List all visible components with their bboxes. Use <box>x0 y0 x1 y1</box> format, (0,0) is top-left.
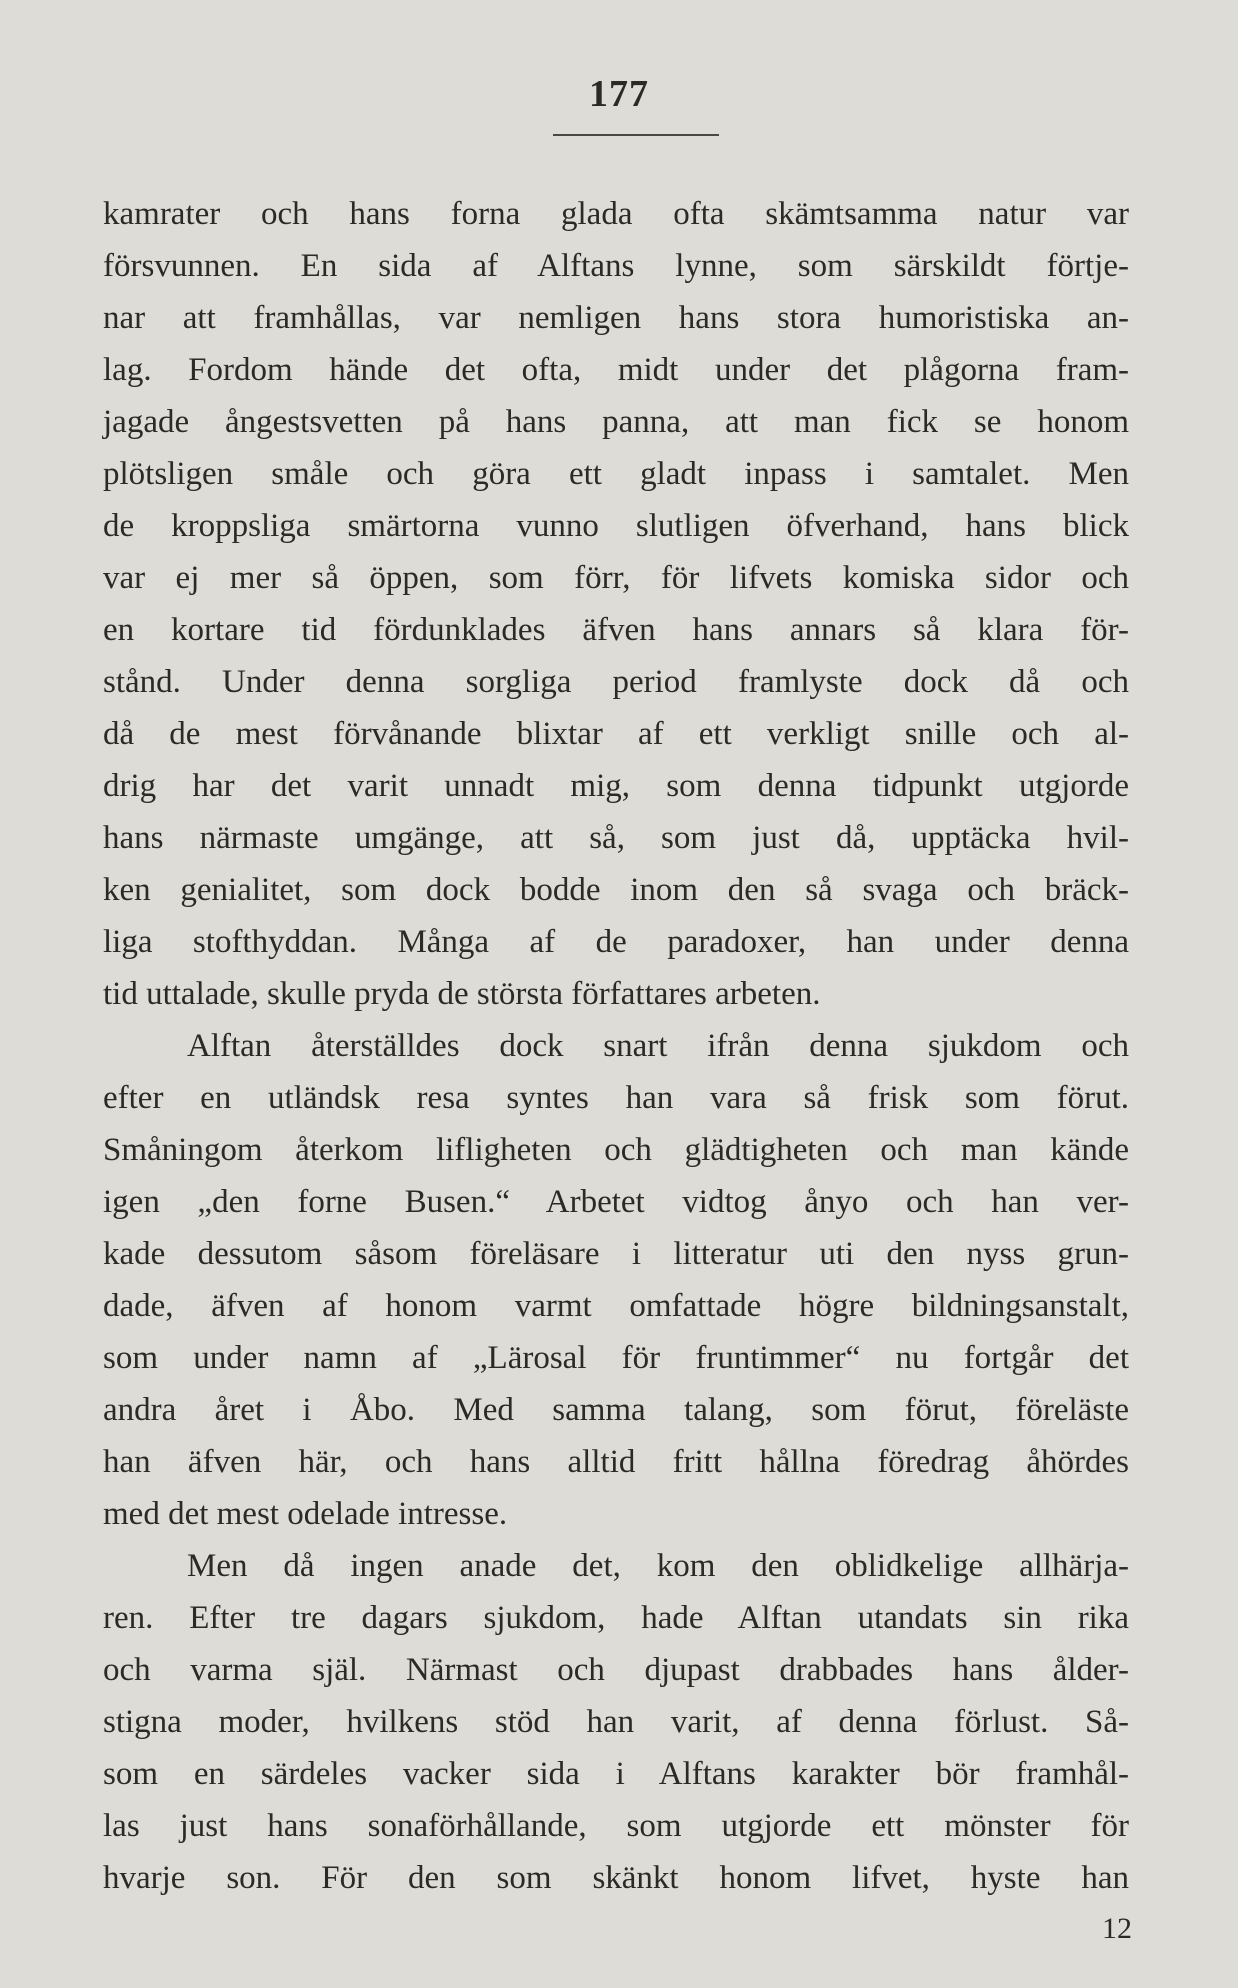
text-line: Men då ingen anade det, kom den oblidkelige allhärja- <box>187 1548 1129 1584</box>
header-rule <box>553 134 719 136</box>
text-line: lag. Fordom hände det ofta, midt under det plågorna fram- <box>103 352 1129 388</box>
text-line: försvunnen. En sida af Alftans lynne, som särskildt förtje- <box>103 248 1129 284</box>
text-line: kade dessutom såsom föreläsare i litteratur uti den nyss grun- <box>103 1236 1129 1272</box>
text-line: Alftan återställdes dock snart ifrån denna sjukdom och <box>187 1028 1129 1064</box>
text-line: ren. Efter tre dagars sjukdom, hade Alftan utandats sin rika <box>103 1600 1129 1636</box>
text-line: hvarje son. För den som skänkt honom lifvet, hyste han <box>103 1860 1129 1896</box>
text-line: tid uttalade, skulle pryda de största författares arbeten. <box>103 976 821 1012</box>
text-line: de kroppsliga smärtorna vunno slutligen öfverhand, hans blick <box>103 508 1129 544</box>
text-line: liga stofthyddan. Många af de paradoxer, han under denna <box>103 924 1129 960</box>
text-line: som under namn af „Lärosal för fruntimmer“ nu fortgår det <box>103 1340 1129 1376</box>
text-line: ken genialitet, som dock bodde inom den så svaga och bräck- <box>103 872 1129 908</box>
text-line: igen „den forne Busen.“ Arbetet vidtog ånyo och han ver- <box>103 1184 1129 1220</box>
text-line: han äfven här, och hans alltid fritt hållna föredrag åhördes <box>103 1444 1129 1480</box>
text-line: jagade ångestsvetten på hans panna, att man fick se honom <box>103 404 1129 440</box>
text-line: kamrater och hans forna glada ofta skämtsamma natur var <box>103 196 1129 232</box>
text-line: efter en utländsk resa syntes han vara så frisk som förut. <box>103 1080 1129 1116</box>
text-line: som en särdeles vacker sida i Alftans karakter bör framhål- <box>103 1756 1129 1792</box>
signature-mark: 12 <box>1102 1912 1132 1945</box>
text-line: var ej mer så öppen, som förr, för lifvets komiska sidor och <box>103 560 1129 596</box>
text-line: plötsligen småle och göra ett gladt inpass i samtalet. Men <box>103 456 1129 492</box>
text-line: Småningom återkom lifligheten och glädtigheten och man kände <box>103 1132 1129 1168</box>
text-line: då de mest förvånande blixtar af ett verkligt snille och al- <box>103 716 1129 752</box>
text-line: med det mest odelade intresse. <box>103 1496 508 1532</box>
text-line: hans närmaste umgänge, att så, som just då, upptäcka hvil- <box>103 820 1129 856</box>
text-line: dade, äfven af honom varmt omfattade högre bildningsanstalt, <box>103 1288 1129 1324</box>
page-number: 177 <box>589 73 649 115</box>
text-line: en kortare tid fördunklades äfven hans annars så klara för- <box>103 612 1129 648</box>
text-line: stånd. Under denna sorgliga period framlyste dock då och <box>103 664 1129 700</box>
text-line: nar att framhållas, var nemligen hans stora humoristiska an- <box>103 300 1129 336</box>
text-line: drig har det varit unnadt mig, som denna tidpunkt utgjorde <box>103 768 1129 804</box>
text-line: och varma själ. Närmast och djupast drabbades hans ålder- <box>103 1652 1129 1688</box>
text-line: stigna moder, hvilkens stöd han varit, af denna förlust. Så- <box>103 1704 1129 1740</box>
text-line: las just hans sonaförhållande, som utgjorde ett mönster för <box>103 1808 1129 1844</box>
text-line: andra året i Åbo. Med samma talang, som förut, föreläste <box>103 1392 1129 1428</box>
body-text <box>103 188 1129 1904</box>
